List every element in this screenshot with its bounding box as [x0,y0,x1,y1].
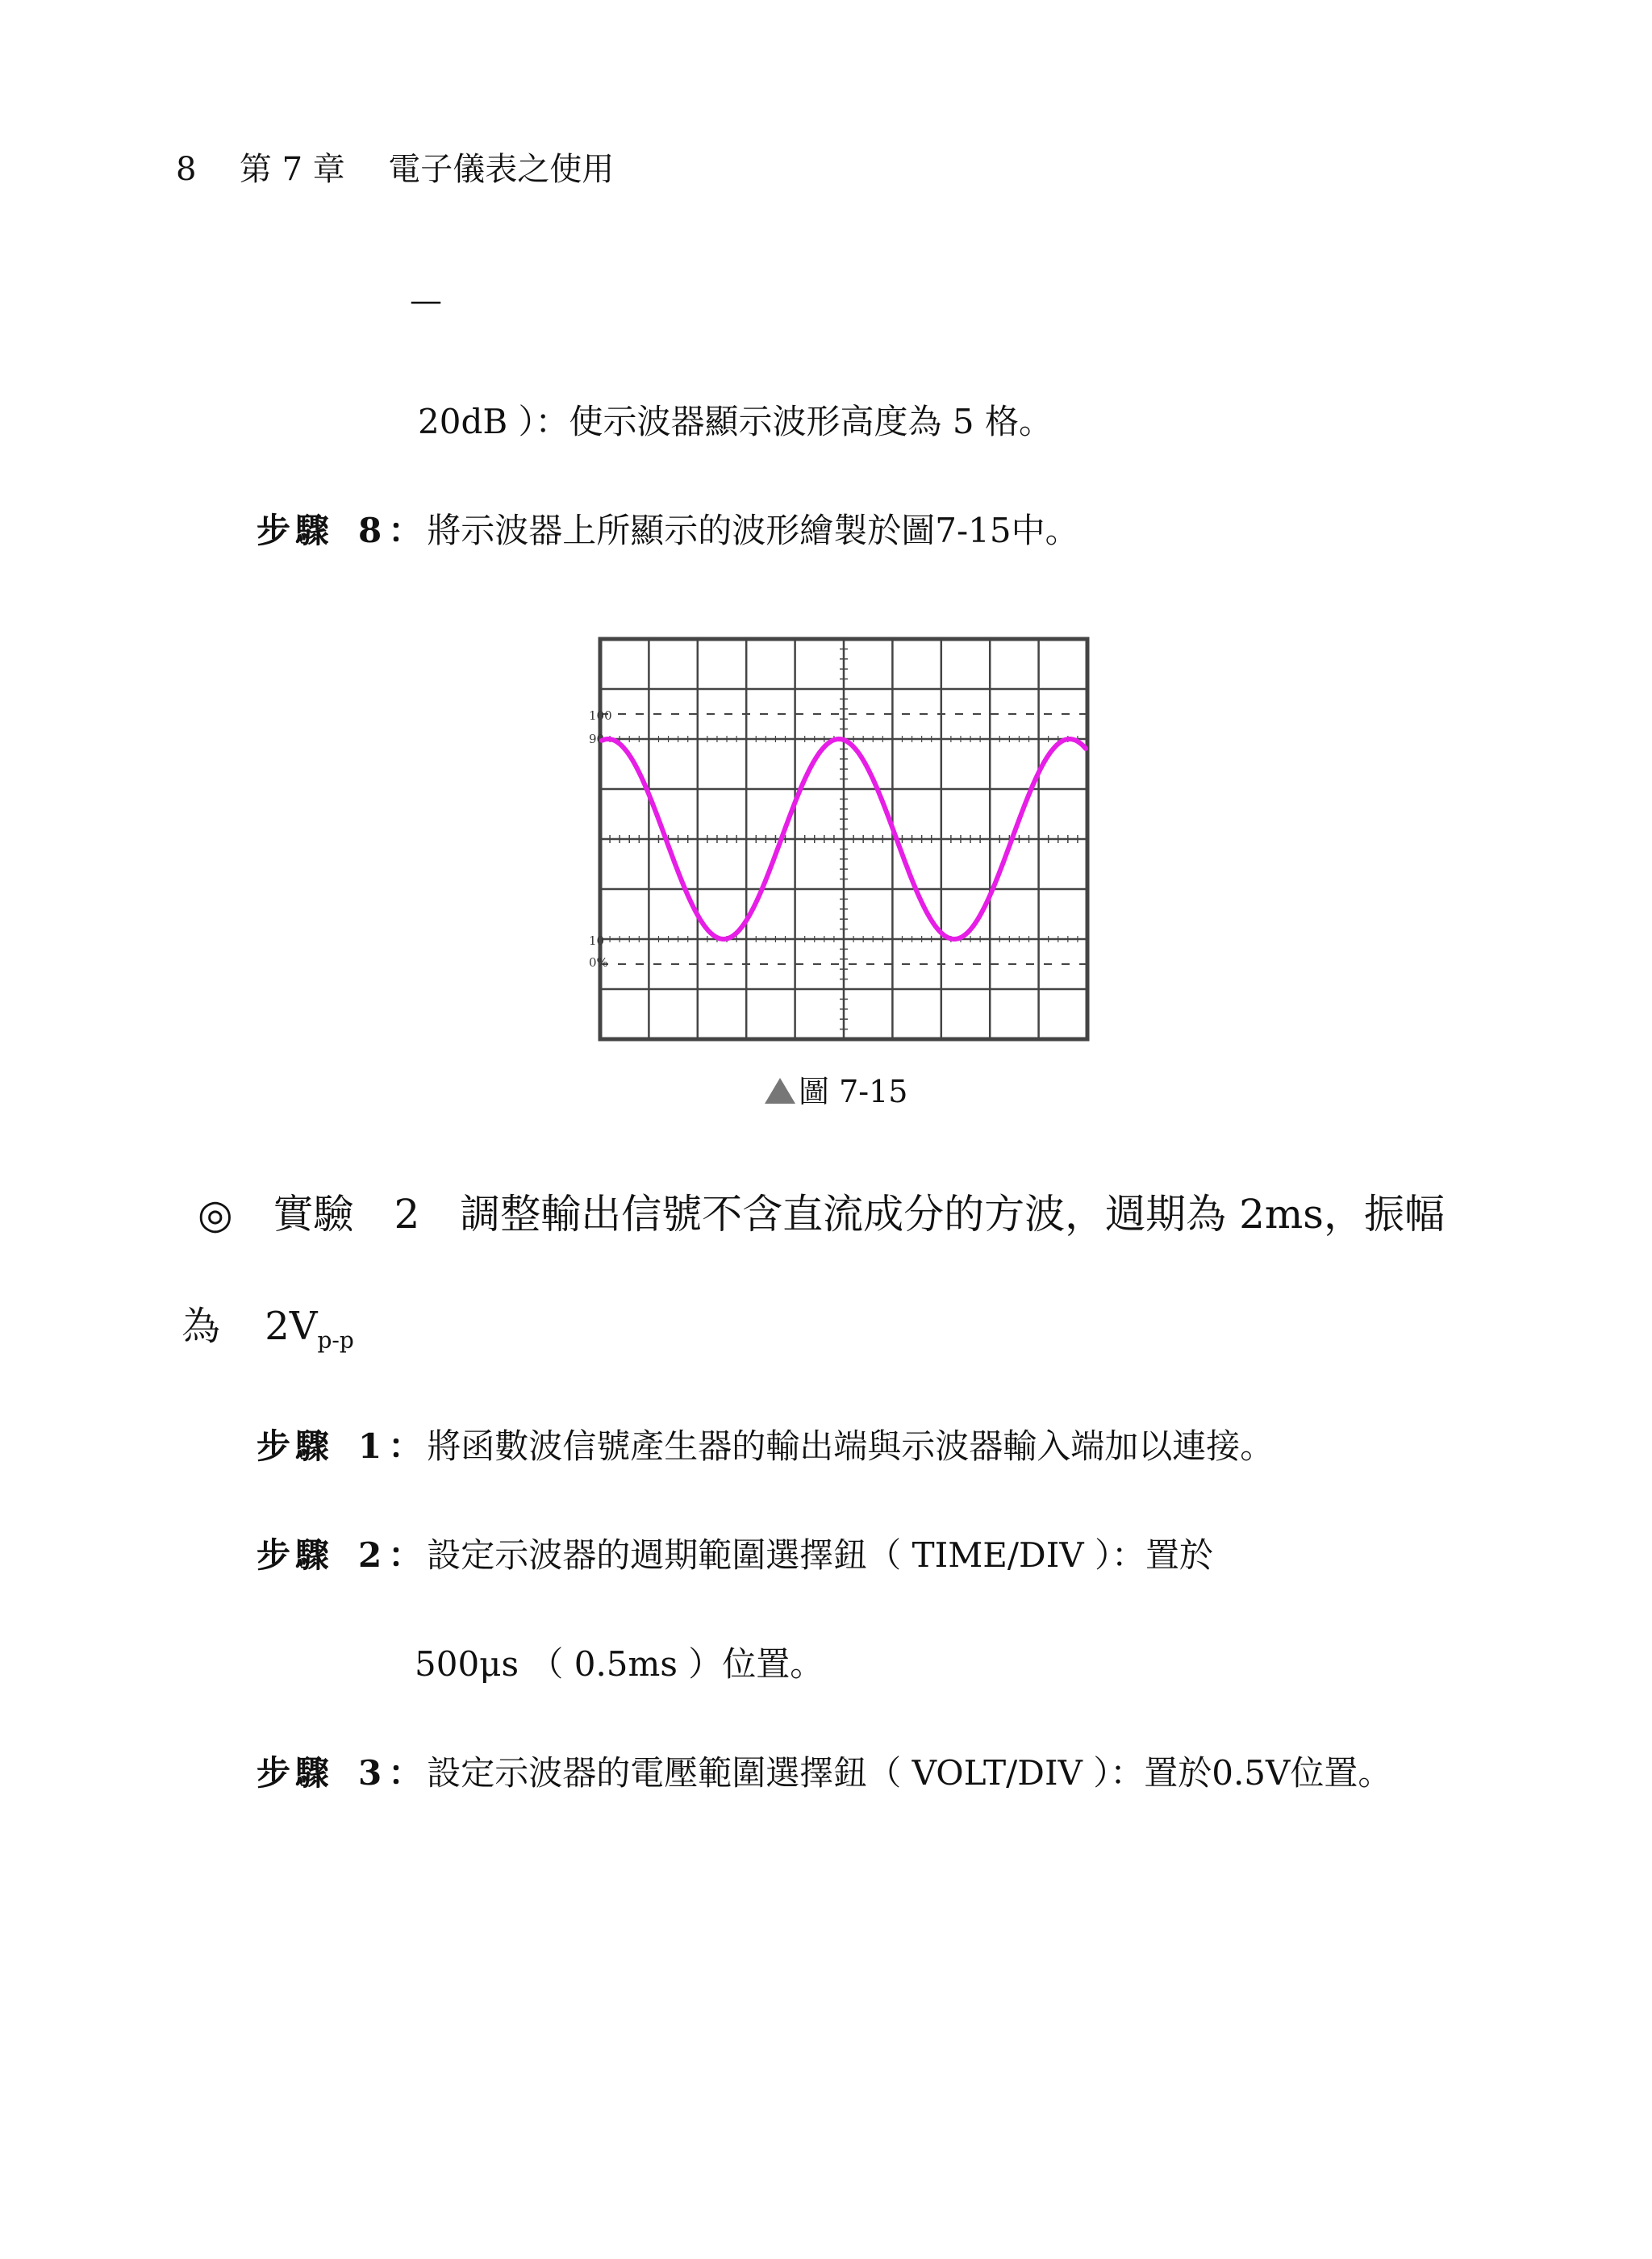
step-text: 設定示波器的電壓範圍選擇鈕（ VOLT/DIV ）：置於0.5V位置。 [427,1753,1392,1793]
step-8: 步驟 8 ： 將示波器上所顯示的波形繪製於圖7-15中。 [257,511,1079,550]
chapter-title: 電子儀表之使用 [388,151,615,188]
step-text: 將示波器上所顯示的波形繪製於圖7-15中。 [427,511,1079,550]
step-2: 步驟 2 ： 設定示波器的週期範圍選擇鈕（ TIME/DIV ）：置於 [257,1535,1213,1575]
step-label: 步驟 [257,1426,335,1466]
amplitude-value: 2V [265,1304,318,1349]
step-text: 設定示波器的週期範圍選擇鈕（ TIME/DIV ）：置於 [427,1535,1213,1575]
caption-text: 圖 7-15 [799,1074,908,1109]
step-label: 步驟 [257,511,335,550]
experiment-cont-prefix: 為 [181,1304,221,1349]
step-number: 8 [358,511,382,550]
dash-line: — [410,282,442,319]
step-3: 步驟 3 ： 設定示波器的電壓範圍選擇鈕（ VOLT/DIV ）：置於0.5V位置。 [257,1753,1392,1793]
step-number: 3 [358,1753,382,1793]
amplitude-subscript: p-p [317,1326,354,1354]
experiment-text: 調整輸出信號不含直流成分的方波，週期為 2ms，振幅 [460,1191,1445,1238]
marker-10: 10 [589,933,605,948]
step-1: 步驟 1 ： 將函數波信號產生器的輸出端與示波器輸入端加以連接。 [257,1426,1274,1466]
step-number: 2 [358,1535,382,1575]
page-number: 8 [176,151,197,188]
marker-0: 0% [589,955,608,970]
circle-symbol-icon: ◎ [198,1191,233,1238]
marker-90: 90 [589,732,605,746]
experiment-2 [198,1182,1445,1240]
experiment-number: 2 [394,1191,420,1238]
experiment-label: 實驗 [273,1191,354,1238]
chapter-label: 第 7 章 [239,151,345,188]
marker-100: 100 [589,708,612,723]
experiment-2-continued [181,1295,354,1354]
step-label: 步驟 [257,1753,335,1793]
step-label: 步驟 [257,1535,335,1575]
step-text: 將函數波信號產生器的輸出端與示波器輸入端加以連接。 [427,1426,1274,1466]
step-2-continued: 500μs （ 0.5ms ）位置。 [415,1644,824,1684]
paragraph-20db: 20dB ）：使示波器顯示波形高度為 5 格。 [418,402,1053,441]
step-number: 1 [358,1426,382,1466]
page-header [176,144,614,190]
oscilloscope-figure [587,629,1095,1049]
figure-caption [765,1067,907,1111]
triangle-icon [765,1078,795,1104]
